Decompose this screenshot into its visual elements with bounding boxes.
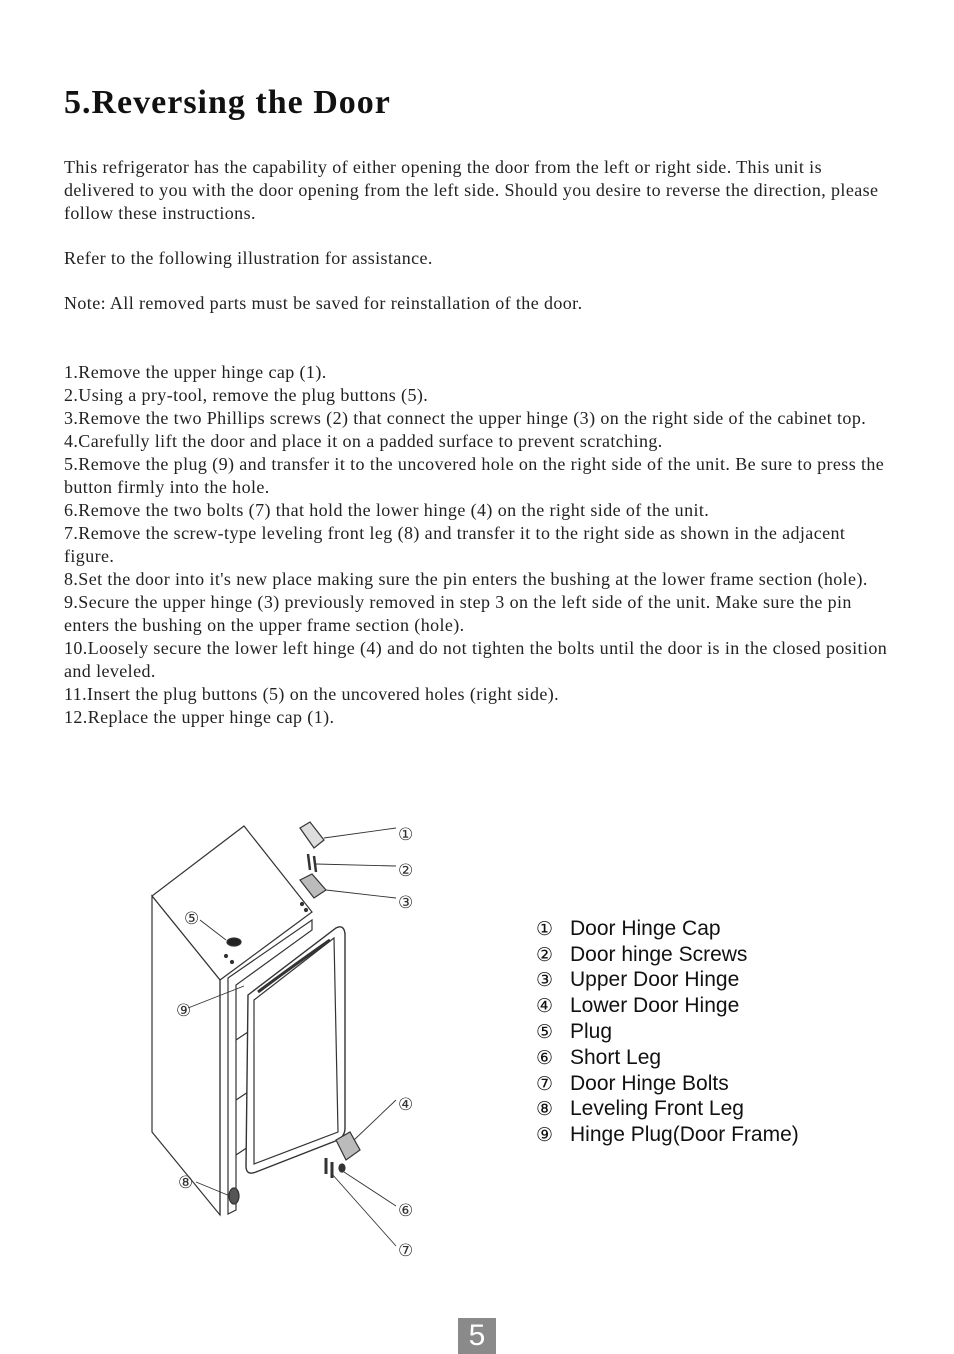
legend-label: Door Hinge Cap	[570, 916, 721, 940]
step-item: 11.Insert the plug buttons (5) on the uncovered holes (right side).	[64, 684, 560, 704]
legend-number: ①	[536, 917, 554, 940]
leveling-leg-part-8	[229, 1188, 239, 1204]
legend-number: ③	[536, 969, 554, 992]
hinge-screw-part-2	[314, 856, 316, 872]
step-item: 5.Remove the plug (9) and transfer it to the uncovered hole on the right side of the unit. Be sure to press the button firmly into the hole.	[64, 454, 885, 497]
legend-item	[536, 1071, 799, 1097]
legend-label: Plug	[570, 1020, 613, 1044]
legend-number: ⑨	[536, 1124, 554, 1147]
legend-label: Hinge Plug(Door Frame)	[570, 1123, 799, 1147]
step-item: 4.Carefully lift the door and place it on a padded surface to prevent scratching.	[64, 431, 663, 451]
legend-number: ⑤	[536, 1021, 554, 1044]
hole-dot	[305, 909, 308, 912]
legend-item	[536, 993, 799, 1019]
step-item: 7.Remove the screw-type leveling front leg (8) and transfer it to the right side as shown in the adjacent figure.	[64, 523, 846, 566]
callout-7: ⑦	[398, 1241, 414, 1261]
plug-part-5	[227, 938, 241, 946]
callout-5: ⑤	[184, 909, 200, 929]
legend-number: ⑧	[536, 1098, 554, 1121]
legend-item	[536, 1019, 799, 1045]
refrigerator-exploded-diagram	[140, 810, 430, 1270]
legend-item	[536, 1097, 799, 1123]
callout-8: ⑧	[178, 1173, 194, 1193]
short-leg-part-6	[339, 1164, 345, 1172]
parts-legend	[536, 916, 799, 1148]
refer-paragraph: Refer to the following illustration for assistance.	[64, 248, 433, 268]
legend-label: Door Hinge Bolts	[570, 1071, 729, 1095]
callout-3: ③	[398, 893, 414, 913]
callout-9: ⑨	[176, 1001, 192, 1021]
hole-dot	[231, 961, 234, 964]
intro-paragraph: This refrigerator has the capability of either opening the door from the left or right side. This unit is delivered to you with the door opening from the left side. Should you desire to reverse the direction, please follow these instructions.	[64, 157, 879, 223]
legend-label: Lower Door Hinge	[570, 994, 740, 1018]
legend-number: ②	[536, 943, 554, 966]
callout-6: ⑥	[398, 1201, 414, 1221]
callout-2: ②	[398, 861, 414, 881]
hole-dot	[225, 955, 228, 958]
instruction-steps	[64, 361, 894, 729]
step-item: 10.Loosely secure the lower left hinge (4) and do not tighten the bolts until the door is in the closed position and leveled.	[64, 638, 888, 681]
legend-label: Door hinge Screws	[570, 942, 748, 966]
upper-hinge-part-3	[300, 874, 326, 898]
legend-label: Short Leg	[570, 1045, 662, 1069]
page-number: 5	[458, 1318, 496, 1354]
legend-label: Upper Door Hinge	[570, 968, 740, 992]
legend-item	[536, 1122, 799, 1148]
step-item: 8.Set the door into it's new place making sure the pin enters the bushing at the lower frame section (hole).	[64, 569, 868, 589]
step-item: 1.Remove the upper hinge cap (1).	[64, 362, 327, 382]
hole-dot	[301, 903, 304, 906]
legend-item	[536, 968, 799, 994]
step-item: 12.Replace the upper hinge cap (1).	[64, 707, 335, 727]
page-title: 5.Reversing the Door	[64, 84, 391, 121]
legend-item	[536, 916, 799, 942]
hinge-cap-part-1	[300, 822, 324, 848]
step-item: 6.Remove the two bolts (7) that hold the lower hinge (4) on the right side of the unit.	[64, 500, 710, 520]
legend-label: Leveling Front Leg	[570, 1097, 744, 1121]
note-paragraph: Note: All removed parts must be saved for reinstallation of the door.	[64, 293, 583, 313]
legend-number: ⑦	[536, 1072, 554, 1095]
step-item: 3.Remove the two Phillips screws (2) that connect the upper hinge (3) on the right side of the cabinet top.	[64, 408, 867, 428]
legend-number: ④	[536, 995, 554, 1018]
legend-item	[536, 1045, 799, 1071]
step-item: 2.Using a pry-tool, remove the plug buttons (5).	[64, 385, 429, 405]
hinge-screw-part-2	[308, 854, 310, 870]
callout-1: ①	[398, 825, 414, 845]
legend-number: ⑥	[536, 1046, 554, 1069]
legend-item	[536, 942, 799, 968]
shelf-line	[236, 1032, 248, 1040]
callout-4: ④	[398, 1095, 414, 1115]
step-item: 9.Secure the upper hinge (3) previously removed in step 3 on the left side of the unit. Make sure the pin enters the bushing on the upper frame section (hole).	[64, 592, 852, 635]
